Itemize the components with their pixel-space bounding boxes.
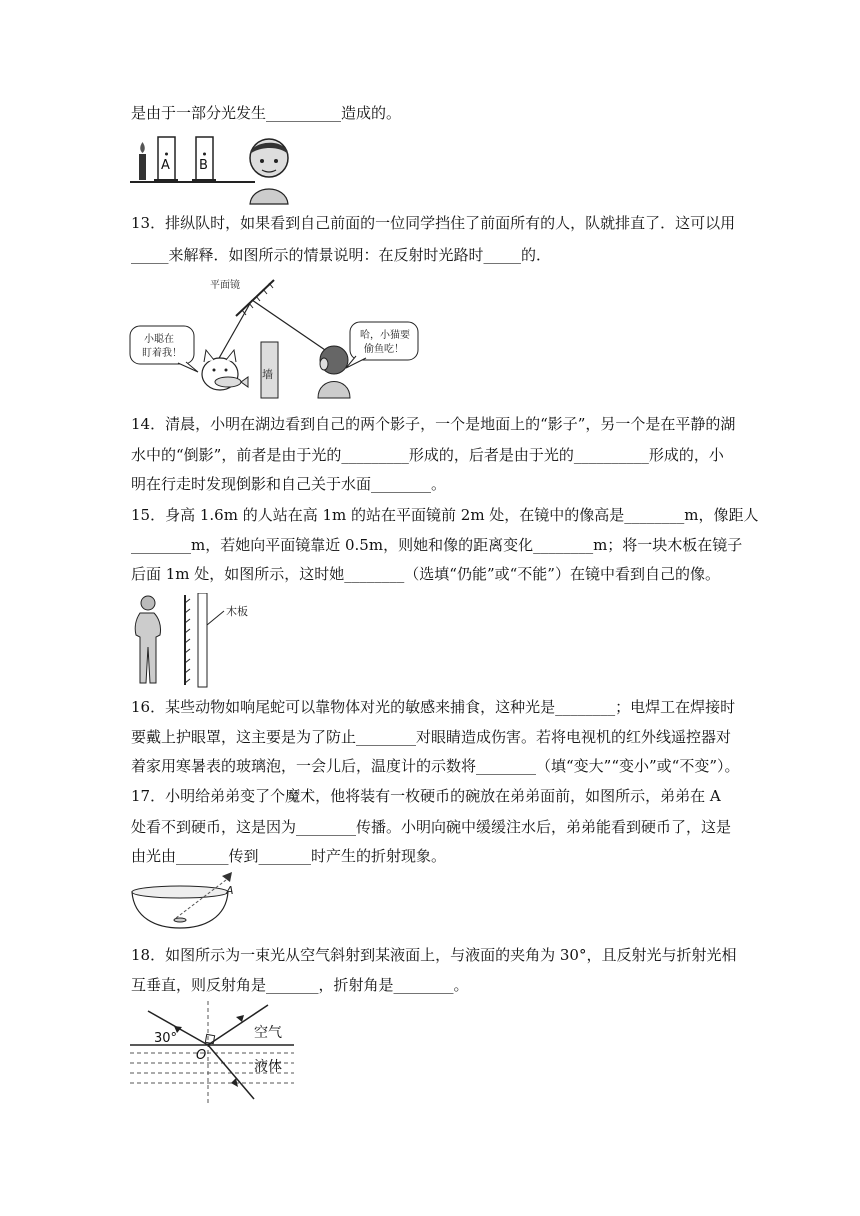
q13-line-2: _____来解释．如图所示的情景说明：在反射时光路时_____的． [131,246,552,264]
q17-line-3: 由光由_______传到_______时产生的折射现象。 [131,847,447,865]
eye-icon [222,872,232,882]
figure-12 [130,134,300,206]
q14-line-1: 14．清晨，小明在湖边看到自己的两个影子，一个是地面上的“影子”，另一个是在平静的湖 [131,415,736,433]
q15-line-2: ________m，若她向平面镜靠近 0.5m，则她和像的距离变化________m；将一块木板在镜子 [131,536,743,554]
boy-bubble-line-2: 偷鱼吃！ [364,344,404,355]
q16-line-1: 16．某些动物如响尾蛇可以靠物体对光的敏感来捕食，这种光是________；电焊工在焊接时 [131,698,736,716]
cat-icon [202,350,248,390]
q17-line-2: 处看不到硬币，这是因为________传播。小明向碗中缓缓注水后，弟弟能看到硬币了，这是 [131,818,732,836]
figure-17 [128,870,248,932]
q17-line-1: 17．小明给弟弟变了个魔术，他将装有一枚硬币的碗放在弟弟面前，如图所示，弟弟在 A [131,787,721,805]
light-ray-1 [218,300,252,360]
q16-line-3: 着家用寒暑表的玻璃泡，一会儿后，温度计的示数将________（填“变大”“变小”或“不变”）。 [131,757,740,775]
label-a: A [161,158,170,173]
boy-icon [250,139,288,204]
liquid-label: 液体 [254,1059,282,1075]
q15-line-3: 后面 1m 处，如图所示，这时她________（选填“仍能”或“不能”）在镜中看到自己的像。 [131,565,720,583]
q15-line-1: 15．身高 1.6m 的人站在高 1m 的站在平面镜前 2m 处，在镜中的像高是________m，像距人 [131,506,759,524]
person-icon [135,596,160,683]
plane-mirror [185,595,190,685]
q12-tail: 是由于一部分光发生__________造成的。 [131,104,402,122]
q14-line-3: 明在行走时发现倒影和自己关于水面________。 [131,475,447,493]
mirror-label: 平面镜 [210,280,240,291]
candle-icon [139,142,146,180]
bowl-icon [132,886,228,928]
wood-board [198,593,207,687]
cat-bubble-line-1: 小聪在 [144,334,174,345]
label-b: B [199,158,208,173]
angle-label: 30° [154,1031,178,1046]
q14-line-2: 水中的“倒影”，前者是由于光的_________形成的，后者是由于光的__________形成的，小 [131,446,724,464]
q18-line-2: 互垂直，则反射角是_______，折射角是________。 [131,976,469,994]
q13-line-1: 13．排纵队时，如果看到自己前面的一位同学挡住了前面所有的人，队就排直了．这可以用 [131,214,736,232]
boy-back-icon [318,346,350,398]
point-label: O [196,1048,207,1063]
air-label: 空气 [254,1025,282,1041]
figure-18 [130,1001,300,1107]
q18-line-1: 18．如图所示为一束光从空气斜射到某液面上，与液面的夹角为 30°，且反射光与折射光相 [131,946,737,964]
figure-13 [128,276,428,400]
boy-bubble-line-1: 哈，小猫要 [360,330,410,341]
cat-bubble-line-2: 盯着我！ [142,348,182,359]
right-angle-mark [205,1034,214,1043]
figure-15 [128,593,268,689]
q16-line-2: 要戴上护眼罩，这主要是为了防止________对眼睛造成伤害。若将电视机的红外线遥控器对 [131,728,732,746]
label-a: A [226,884,234,897]
wall-label: 墙 [262,368,273,381]
board-label: 木板 [226,605,248,618]
